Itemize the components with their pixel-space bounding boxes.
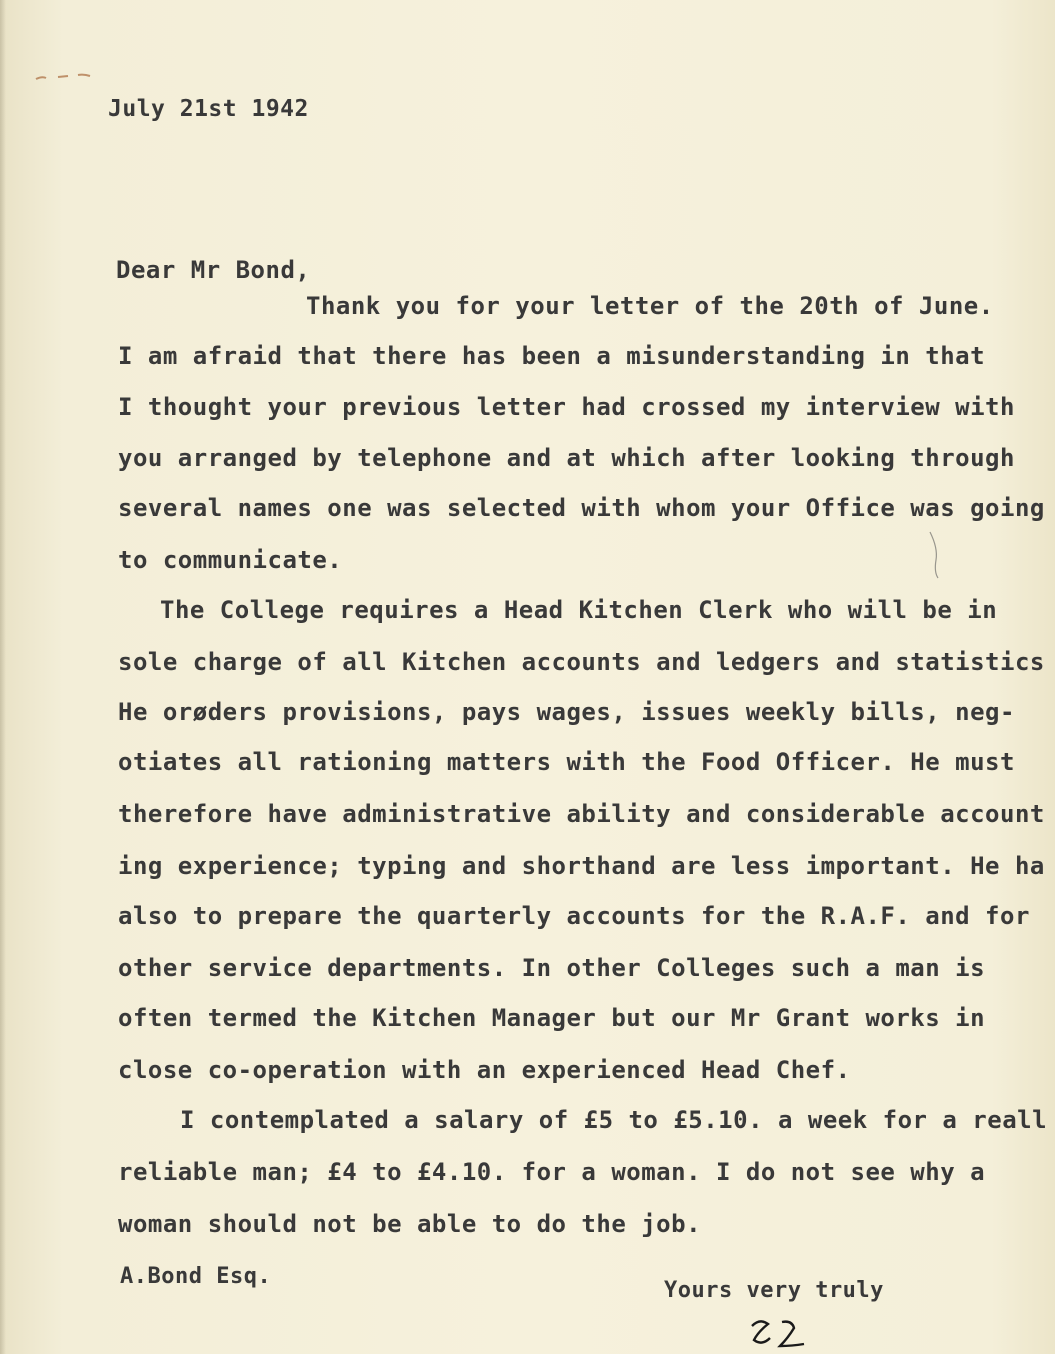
paragraph2-line: close co-operation with an experienced Head Chef.: [118, 1056, 851, 1084]
paragraph2-line: therefore have administrative ability and considerable account: [118, 800, 1045, 828]
paragraph1-line: Thank you for your letter of the 20th of June.: [306, 292, 994, 320]
paragraph2-line: He orøders provisions, pays wages, issues weekly bills, neg-: [118, 698, 1015, 726]
paragraph2-line: sole charge of all Kitchen accounts and ledgers and statistics: [118, 648, 1045, 676]
handwritten-signature: [748, 1316, 808, 1352]
paragraph1-line: I thought your previous letter had crossed my interview with: [118, 393, 1015, 421]
paragraph1-line: several names one was selected with whom your Office was going: [118, 494, 1045, 522]
rust-stain-mark: [34, 70, 94, 84]
closing: Yours very truly: [664, 1278, 884, 1303]
addressee: A.Bond Esq.: [120, 1264, 272, 1289]
letter-date: July 21st 1942: [108, 96, 309, 122]
paragraph3-line: woman should not be able to do the job.: [118, 1210, 702, 1238]
paragraph2-line: other service departments. In other Colleges such a man is: [118, 954, 986, 982]
paragraph2-line: The College requires a Head Kitchen Clerk who will be in: [160, 596, 998, 624]
paragraph3-line: reliable man; £4 to £4.10. for a woman. I do not see why a: [118, 1158, 986, 1186]
paragraph2-line: often termed the Kitchen Manager but our Mr Grant works in: [118, 1004, 986, 1032]
paragraph2-line: ing experience; typing and shorthand are less important. He ha: [118, 852, 1045, 880]
paragraph1-line: I am afraid that there has been a misunderstanding in that: [118, 342, 986, 370]
paragraph3-line: I contemplated a salary of £5 to £5.10. a week for a reall: [180, 1106, 1048, 1134]
pencil-margin-mark: [926, 530, 946, 580]
paragraph1-line: to communicate.: [118, 546, 343, 574]
paragraph2-line: also to prepare the quarterly accounts for the R.A.F. and for: [118, 902, 1030, 930]
paragraph2-line: otiates all rationing matters with the Food Officer. He must: [118, 748, 1015, 776]
paragraph1-line: you arranged by telephone and at which after looking through: [118, 444, 1015, 472]
salutation: Dear Mr Bond,: [116, 256, 311, 284]
paper-edge-shadow: [0, 0, 6, 1354]
